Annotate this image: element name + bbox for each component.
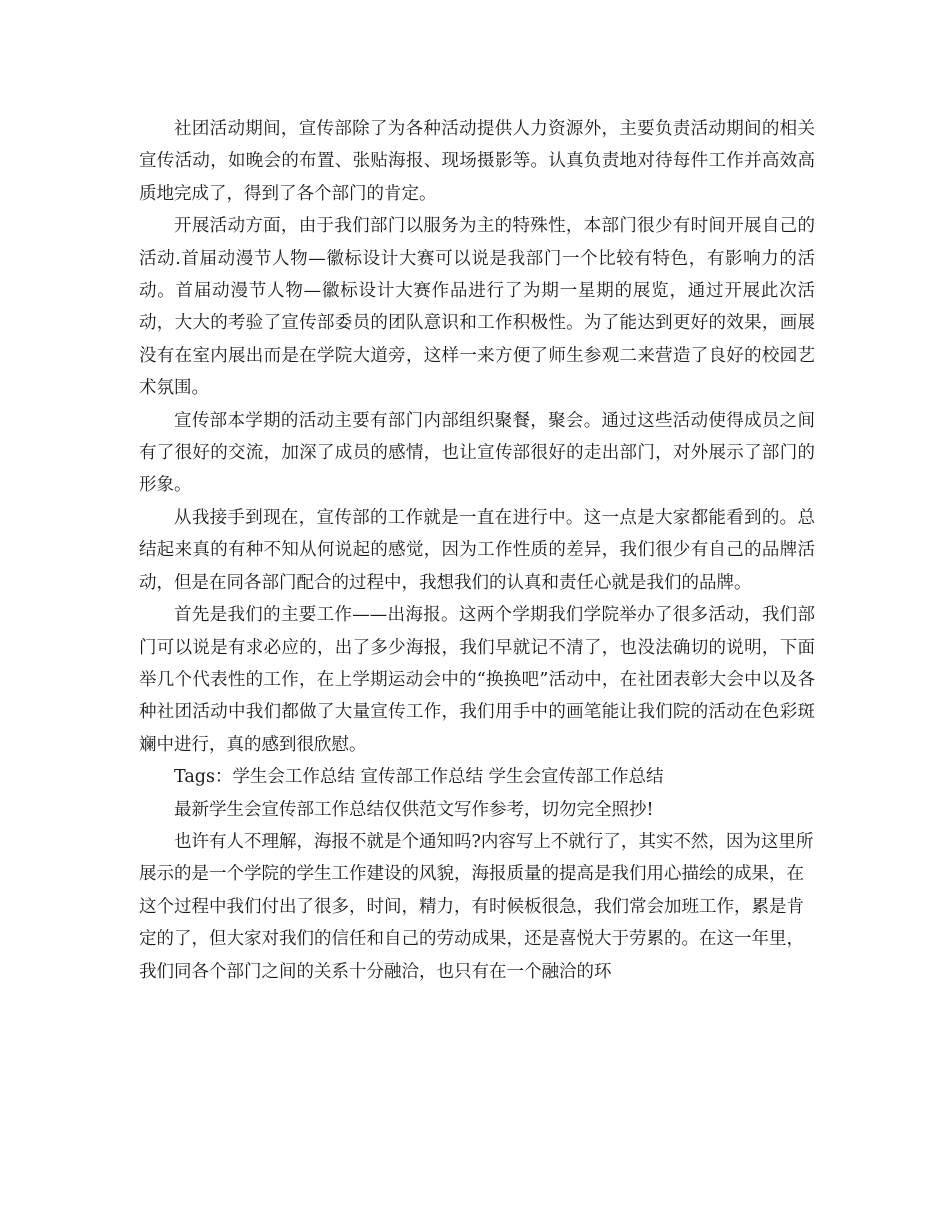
paragraph-activity-development: 开展活动方面，由于我们部门以服务为主的特殊性，本部门很少有时间开展自己的活动.首届动漫节人物—徽标设计大赛可以说是我部门一个比较有特色，有影响力的活动。首届动漫节人物—徽标设计大赛作品进行了为期一星期的展览，通过开展此次活动，大大的考验了宣传部委员的团队意识和工作积极性。为了能达到更好的效果，画展没有在室内展出而是在学院大道旁，这样一来方便了师生参观二来营造了良好的校园艺术氛围。 <box>139 216 815 399</box>
paragraph-club-activities: 社团活动期间，宣传部除了为各种活动提供人力资源外，主要负责活动期间的相关宣传活动，如晚会的布置、张贴海报、现场摄影等。认真负责地对待每件工作并高效高质地完成了，得到了各个部门的肯定。 <box>139 119 815 204</box>
paragraph-poster-quality: 也许有人不理解，海报不就是个通知吗?内容写上不就行了，其实不然，因为这里所展示的是一个学院的学生工作建设的风貌，海报质量的提高是我们用心描绘的成果，在这个过程中我们付出了很多，时间，精力，有时候板很急，我们常会加班工作，累是肯定的了，但大家对我们的信任和自己的劳动成果，还是喜悦大于劳累的。在这一年里，我们同各个部门之间的关系十分融洽，也只有在一个融洽的环 <box>139 831 814 982</box>
document-page <box>139 113 815 988</box>
paragraph-ongoing-work: 从我接手到现在，宣传部的工作就是一直在进行中。这一点是大家都能看到的。总结起来真的有种不知从何说起的感觉，因为工作性质的差异，我们很少有自己的品牌活动，但是在同各部门配合的过程中，我想我们的认真和责任心就是我们的品牌。 <box>139 507 815 593</box>
paragraph-tags: Tags：学生会工作总结 宣传部工作总结 学生会宣传部工作总结 <box>174 767 664 788</box>
paragraph-disclaimer: 最新学生会宣传部工作总结仅供范文写作参考，切勿完全照抄! <box>174 799 654 820</box>
paragraph-internal-activities: 宣传部本学期的活动主要有部门内部组织聚餐，聚会。通过这些活动使得成员之间有了很好的交流，加深了成员的感情，也让宣传部很好的走出部门，对外展示了部门的形象。 <box>139 410 815 496</box>
paragraph-posters: 首先是我们的主要工作——出海报。这两个学期我们学院举办了很多活动，我们部门可以说是有求必应的，出了多少海报，我们早就记不清了，也没法确切的说明，下面举几个代表性的工作，在上学期运动会中的“换换吧”活动中，在社团表彰大会中以及各种社团活动中我们都做了大量宣传工作，我们用手中的画笔能让我们院的活动在色彩斑斓中进行，真的感到很欣慰。 <box>139 605 815 755</box>
